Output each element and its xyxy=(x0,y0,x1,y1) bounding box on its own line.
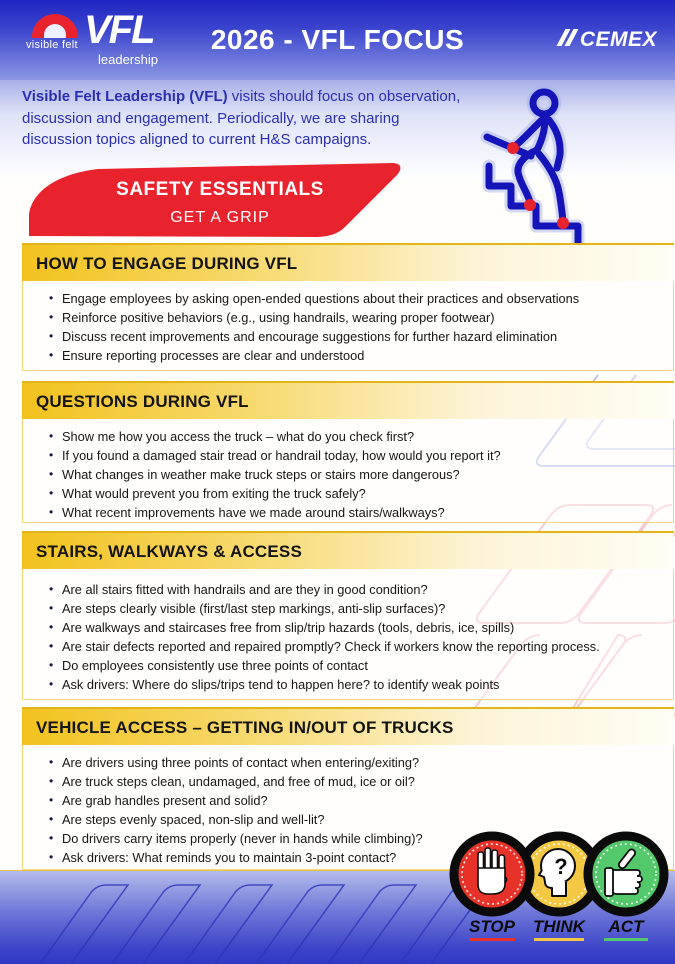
bullet-item: • Show me how you access the truck – what do you check first? xyxy=(49,427,663,446)
act-underline xyxy=(604,938,648,941)
bullet-item: • Are truck steps clean, undamaged, and free of mud, ice or oil? xyxy=(49,772,663,791)
bullet-item: • Do employees consistently use three points of contact xyxy=(49,656,663,675)
bullet-item: • If you found a damaged stair tread or handrail today, how would you report it? xyxy=(49,446,663,465)
hand-icon xyxy=(478,848,508,894)
bullet-item: • Are grab handles present and solid? xyxy=(49,791,663,810)
bullet-item: • What recent improvements have we made around stairs/walkways? xyxy=(49,503,663,522)
bullet-item: • Are walkways and staircases free from slip/trip hazards (tools, debris, ice, spills) xyxy=(49,618,663,637)
act-badge xyxy=(588,836,664,912)
bullet-item: • Do drivers carry items properly (never in hands while climbing)? xyxy=(49,829,663,848)
logo-text-visible-felt: visible felt xyxy=(26,39,78,51)
bullet-item: • Ensure reporting processes are clear and understood xyxy=(49,346,663,365)
stop-think-act-badges xyxy=(445,818,673,954)
intro-lead: Visible Felt Leadership (VFL) xyxy=(22,88,228,105)
section-questions xyxy=(22,381,674,523)
section-title: STAIRS, WALKWAYS & ACCESS xyxy=(22,531,674,569)
act-label: ACT xyxy=(608,917,644,936)
cemex-slashes-icon xyxy=(561,28,577,52)
banner-title: SAFETY ESSENTIALS xyxy=(116,179,324,200)
think-underline xyxy=(534,938,584,941)
section-title: HOW TO ENGAGE DURING VFL xyxy=(22,243,674,281)
cemex-logo xyxy=(561,28,657,52)
stop-underline xyxy=(469,938,515,941)
section-title: VEHICLE ACCESS – GETTING IN/OUT OF TRUCKS xyxy=(22,707,674,745)
cemex-brand-text: CEMEX xyxy=(579,28,657,51)
intro-paragraph xyxy=(22,86,470,151)
banner-subtitle: GET A GRIP xyxy=(170,209,270,226)
bullet-item: • What changes in weather make truck steps or stairs more dangerous? xyxy=(49,465,663,484)
stop-badge xyxy=(454,836,530,912)
logo-text-leadership: leadership xyxy=(98,52,158,67)
header-band xyxy=(0,0,675,80)
stop-label: STOP xyxy=(469,917,515,936)
stairs-figure-illustration xyxy=(473,80,651,244)
section-how-to-engage xyxy=(22,243,674,371)
bullet-item: • Engage employees by asking open-ended questions about their practices and observations xyxy=(49,289,663,308)
page-title: 2026 - VFL FOCUS xyxy=(210,24,465,55)
bullet-item: • Discuss recent improvements and encourage suggestions for further hazard elimination xyxy=(49,327,663,346)
bullet-item: • Are drivers using three points of contact when entering/exiting? xyxy=(49,753,663,772)
intro-text: visits should focus on observation, discussion and engagement. Periodically, we are sharing discussion topics aligned to current H&S campaigns. xyxy=(22,88,461,148)
bullet-item: • Are steps evenly spaced, non-slip and well-lit? xyxy=(49,810,663,829)
section-stairs-walkways xyxy=(22,531,674,700)
bullet-item: • What would prevent you from exiting the truck safely? xyxy=(49,484,663,503)
safety-banner xyxy=(24,156,406,242)
think-label: THINK xyxy=(533,917,585,936)
bullet-item: • Ask drivers: Where do slips/trips tend to happen here? to identify weak points xyxy=(49,675,663,694)
bullet-item: • Are steps clearly visible (first/last step markings, anti-slip surfaces)? xyxy=(49,599,663,618)
bullet-item: • Ask drivers: What reminds you to maintain 3-point contact? xyxy=(49,848,663,867)
section-body xyxy=(22,569,674,700)
section-body xyxy=(22,281,674,371)
bullet-item: • Are stair defects reported and repaired promptly? Check if workers know the reporting process. xyxy=(49,637,663,656)
section-title: QUESTIONS DURING VFL xyxy=(22,381,674,419)
section-body xyxy=(22,419,674,523)
logo-text-vfl: VFL xyxy=(84,8,154,52)
bullet-item: • Are all stairs fitted with handrails and are they in good condition? xyxy=(49,580,663,599)
svg-text:?: ? xyxy=(554,854,568,879)
bullet-item: • Reinforce positive behaviors (e.g., using handrails, wearing proper footwear) xyxy=(49,308,663,327)
